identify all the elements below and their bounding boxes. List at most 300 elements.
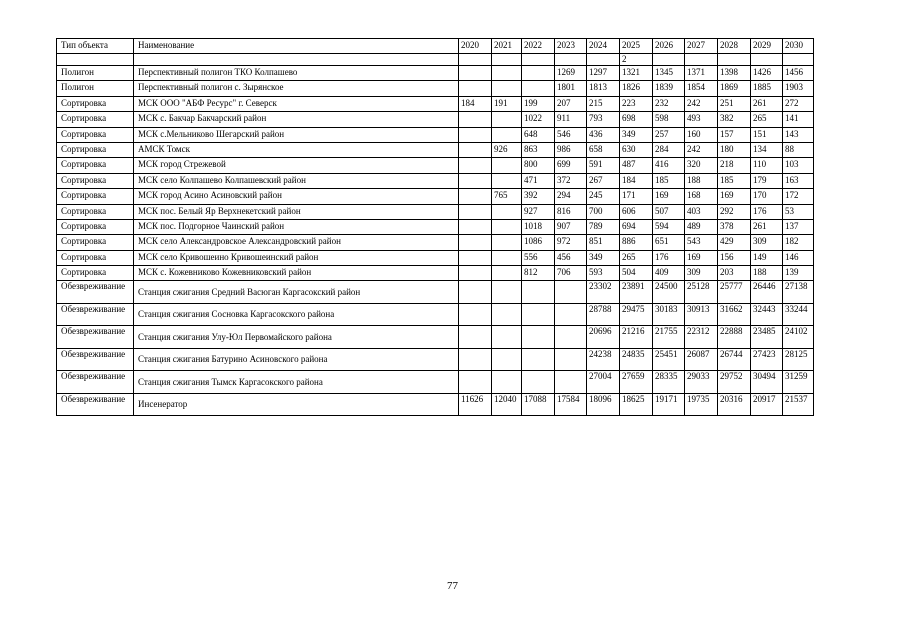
value-cell: 594 bbox=[653, 219, 685, 234]
name-cell: Станция сжигания Улу-Юл Первомайского района bbox=[134, 326, 459, 349]
value-cell: 180 bbox=[718, 142, 751, 157]
value-cell: 292 bbox=[718, 204, 751, 219]
header-cell: Тип объекта bbox=[57, 39, 134, 54]
value-cell: 698 bbox=[620, 112, 653, 127]
value-cell: 320 bbox=[685, 158, 718, 173]
value-cell: 1345 bbox=[653, 66, 685, 81]
name-cell: МСК село Колпашево Колпашевский район bbox=[134, 173, 459, 188]
value-cell: 294 bbox=[555, 189, 587, 204]
object-type-cell: Сортировка bbox=[57, 112, 134, 127]
value-cell: 471 bbox=[522, 173, 555, 188]
name-cell: Инсенератор bbox=[134, 393, 459, 416]
header-cell bbox=[718, 54, 751, 66]
value-cell: 18625 bbox=[620, 393, 653, 416]
table-row bbox=[57, 281, 814, 304]
value-cell: 146 bbox=[783, 250, 814, 265]
header-cell bbox=[783, 54, 814, 66]
value-cell: 21755 bbox=[653, 326, 685, 349]
value-cell: 429 bbox=[718, 235, 751, 250]
value-cell bbox=[555, 371, 587, 394]
header-cell: 2030 bbox=[783, 39, 814, 54]
value-cell: 800 bbox=[522, 158, 555, 173]
object-type-cell: Сортировка bbox=[57, 219, 134, 234]
header-cell: 2028 bbox=[718, 39, 751, 54]
header-cell bbox=[685, 54, 718, 66]
value-cell bbox=[459, 127, 492, 142]
object-type-cell: Сортировка bbox=[57, 173, 134, 188]
value-cell: 18096 bbox=[587, 393, 620, 416]
value-cell bbox=[459, 303, 492, 326]
value-cell bbox=[459, 173, 492, 188]
table-header-row bbox=[57, 39, 814, 54]
value-cell bbox=[492, 281, 522, 304]
header-cell: 2021 bbox=[492, 39, 522, 54]
object-type-cell: Полигон bbox=[57, 81, 134, 96]
value-cell: 403 bbox=[685, 204, 718, 219]
value-cell: 504 bbox=[620, 266, 653, 281]
value-cell: 372 bbox=[555, 173, 587, 188]
object-type-cell: Обезвреживание bbox=[57, 348, 134, 371]
value-cell: 257 bbox=[653, 127, 685, 142]
waste-facility-table bbox=[56, 38, 814, 416]
value-cell: 863 bbox=[522, 142, 555, 157]
value-cell: 1426 bbox=[751, 66, 783, 81]
value-cell: 630 bbox=[620, 142, 653, 157]
value-cell: 789 bbox=[587, 219, 620, 234]
value-cell bbox=[459, 142, 492, 157]
value-cell: 1456 bbox=[783, 66, 814, 81]
value-cell: 12040 bbox=[492, 393, 522, 416]
name-cell: Станция сжигания Тымск Каргасокского района bbox=[134, 371, 459, 394]
value-cell: 265 bbox=[620, 250, 653, 265]
value-cell: 184 bbox=[620, 173, 653, 188]
value-cell: 493 bbox=[685, 112, 718, 127]
header-cell: Наименование bbox=[134, 39, 459, 54]
value-cell: 886 bbox=[620, 235, 653, 250]
name-cell: МСК село Александровское Александровский район bbox=[134, 235, 459, 250]
name-cell: Перспективный полигон с. Зырянское bbox=[134, 81, 459, 96]
header-cell: 2024 bbox=[587, 39, 620, 54]
value-cell: 699 bbox=[555, 158, 587, 173]
value-cell: 24500 bbox=[653, 281, 685, 304]
value-cell: 409 bbox=[653, 266, 685, 281]
value-cell bbox=[459, 204, 492, 219]
value-cell: 28788 bbox=[587, 303, 620, 326]
value-cell bbox=[492, 348, 522, 371]
object-type-cell: Сортировка bbox=[57, 189, 134, 204]
value-cell: 27423 bbox=[751, 348, 783, 371]
value-cell: 911 bbox=[555, 112, 587, 127]
value-cell: 251 bbox=[718, 96, 751, 111]
value-cell: 232 bbox=[653, 96, 685, 111]
value-cell bbox=[492, 127, 522, 142]
value-cell: 207 bbox=[555, 96, 587, 111]
value-cell: 185 bbox=[718, 173, 751, 188]
table-row bbox=[57, 189, 814, 204]
value-cell: 242 bbox=[685, 96, 718, 111]
value-cell: 26744 bbox=[718, 348, 751, 371]
value-cell: 416 bbox=[653, 158, 685, 173]
value-cell: 598 bbox=[653, 112, 685, 127]
value-cell: 21216 bbox=[620, 326, 653, 349]
value-cell bbox=[492, 204, 522, 219]
value-cell bbox=[522, 281, 555, 304]
value-cell: 143 bbox=[783, 127, 814, 142]
value-cell: 176 bbox=[751, 204, 783, 219]
value-cell bbox=[555, 348, 587, 371]
value-cell: 188 bbox=[751, 266, 783, 281]
value-cell: 261 bbox=[751, 96, 783, 111]
value-cell: 184 bbox=[459, 96, 492, 111]
value-cell: 110 bbox=[751, 158, 783, 173]
value-cell: 1086 bbox=[522, 235, 555, 250]
value-cell: 30494 bbox=[751, 371, 783, 394]
value-cell: 1022 bbox=[522, 112, 555, 127]
value-cell bbox=[555, 326, 587, 349]
value-cell: 29033 bbox=[685, 371, 718, 394]
value-cell bbox=[492, 112, 522, 127]
value-cell bbox=[492, 173, 522, 188]
value-cell: 53 bbox=[783, 204, 814, 219]
value-cell: 546 bbox=[555, 127, 587, 142]
value-cell bbox=[492, 250, 522, 265]
value-cell: 267 bbox=[587, 173, 620, 188]
value-cell bbox=[459, 112, 492, 127]
value-cell: 591 bbox=[587, 158, 620, 173]
value-cell: 378 bbox=[718, 219, 751, 234]
value-cell bbox=[459, 66, 492, 81]
value-cell: 309 bbox=[685, 266, 718, 281]
object-type-cell: Сортировка bbox=[57, 142, 134, 157]
table-row bbox=[57, 158, 814, 173]
table-row bbox=[57, 81, 814, 96]
table-row bbox=[57, 127, 814, 142]
header-cell bbox=[587, 54, 620, 66]
value-cell: 223 bbox=[620, 96, 653, 111]
value-cell: 543 bbox=[685, 235, 718, 250]
object-type-cell: Сортировка bbox=[57, 204, 134, 219]
value-cell: 23891 bbox=[620, 281, 653, 304]
value-cell: 556 bbox=[522, 250, 555, 265]
value-cell: 24102 bbox=[783, 326, 814, 349]
header-cell bbox=[492, 54, 522, 66]
value-cell: 1885 bbox=[751, 81, 783, 96]
value-cell: 139 bbox=[783, 266, 814, 281]
header-cell: 2029 bbox=[751, 39, 783, 54]
value-cell: 606 bbox=[620, 204, 653, 219]
value-cell bbox=[459, 235, 492, 250]
value-cell: 28335 bbox=[653, 371, 685, 394]
value-cell: 927 bbox=[522, 204, 555, 219]
value-cell bbox=[522, 371, 555, 394]
value-cell: 20316 bbox=[718, 393, 751, 416]
name-cell: Станция сжигания Батурино Асиновского района bbox=[134, 348, 459, 371]
value-cell: 168 bbox=[685, 189, 718, 204]
value-cell: 907 bbox=[555, 219, 587, 234]
value-cell: 171 bbox=[620, 189, 653, 204]
value-cell bbox=[492, 158, 522, 173]
value-cell: 199 bbox=[522, 96, 555, 111]
object-type-cell: Полигон bbox=[57, 66, 134, 81]
value-cell: 19171 bbox=[653, 393, 685, 416]
value-cell: 593 bbox=[587, 266, 620, 281]
value-cell: 19735 bbox=[685, 393, 718, 416]
table-row bbox=[57, 303, 814, 326]
value-cell: 29752 bbox=[718, 371, 751, 394]
value-cell bbox=[492, 219, 522, 234]
value-cell bbox=[459, 250, 492, 265]
name-cell: Перспективный полигон ТКО Колпашево bbox=[134, 66, 459, 81]
header-cell bbox=[751, 54, 783, 66]
value-cell: 88 bbox=[783, 142, 814, 157]
value-cell: 137 bbox=[783, 219, 814, 234]
value-cell: 17088 bbox=[522, 393, 555, 416]
value-cell: 21537 bbox=[783, 393, 814, 416]
table-row bbox=[57, 66, 814, 81]
value-cell: 349 bbox=[620, 127, 653, 142]
value-cell: 33244 bbox=[783, 303, 814, 326]
value-cell: 27659 bbox=[620, 371, 653, 394]
value-cell: 1371 bbox=[685, 66, 718, 81]
value-cell: 284 bbox=[653, 142, 685, 157]
name-cell: МСК пос. Подгорное Чаинский район bbox=[134, 219, 459, 234]
value-cell: 309 bbox=[751, 235, 783, 250]
value-cell: 851 bbox=[587, 235, 620, 250]
value-cell: 245 bbox=[587, 189, 620, 204]
header-cell: 2026 bbox=[653, 39, 685, 54]
value-cell: 489 bbox=[685, 219, 718, 234]
header-cell: 2027 bbox=[685, 39, 718, 54]
table-row bbox=[57, 173, 814, 188]
value-cell: 160 bbox=[685, 127, 718, 142]
value-cell bbox=[459, 266, 492, 281]
value-cell: 926 bbox=[492, 142, 522, 157]
value-cell bbox=[555, 281, 587, 304]
value-cell: 22888 bbox=[718, 326, 751, 349]
value-cell bbox=[492, 326, 522, 349]
object-type-cell: Обезвреживание bbox=[57, 326, 134, 349]
value-cell: 392 bbox=[522, 189, 555, 204]
value-cell bbox=[522, 303, 555, 326]
header-cell bbox=[555, 54, 587, 66]
value-cell: 812 bbox=[522, 266, 555, 281]
value-cell: 765 bbox=[492, 189, 522, 204]
object-type-cell: Сортировка bbox=[57, 96, 134, 111]
value-cell bbox=[522, 81, 555, 96]
table-row bbox=[57, 204, 814, 219]
header-cell: 2023 bbox=[555, 39, 587, 54]
value-cell: 156 bbox=[718, 250, 751, 265]
value-cell: 1869 bbox=[718, 81, 751, 96]
value-cell: 24238 bbox=[587, 348, 620, 371]
table-row bbox=[57, 112, 814, 127]
value-cell: 23302 bbox=[587, 281, 620, 304]
name-cell: МСК пос. Белый Яр Верхнекетский район bbox=[134, 204, 459, 219]
value-cell: 134 bbox=[751, 142, 783, 157]
header-cell: 2022 bbox=[522, 39, 555, 54]
value-cell: 215 bbox=[587, 96, 620, 111]
value-cell bbox=[459, 81, 492, 96]
value-cell: 203 bbox=[718, 266, 751, 281]
value-cell bbox=[492, 235, 522, 250]
header-cell bbox=[459, 54, 492, 66]
value-cell: 30183 bbox=[653, 303, 685, 326]
table-row bbox=[57, 326, 814, 349]
table-row bbox=[57, 393, 814, 416]
value-cell: 1839 bbox=[653, 81, 685, 96]
value-cell: 31259 bbox=[783, 371, 814, 394]
value-cell: 28125 bbox=[783, 348, 814, 371]
value-cell bbox=[522, 326, 555, 349]
value-cell: 11626 bbox=[459, 393, 492, 416]
header-cell bbox=[653, 54, 685, 66]
value-cell bbox=[492, 266, 522, 281]
value-cell: 172 bbox=[783, 189, 814, 204]
value-cell: 169 bbox=[653, 189, 685, 204]
value-cell: 179 bbox=[751, 173, 783, 188]
value-cell bbox=[459, 219, 492, 234]
value-cell: 816 bbox=[555, 204, 587, 219]
name-cell: МСК село Кривошеино Кривошеинский район bbox=[134, 250, 459, 265]
value-cell: 1269 bbox=[555, 66, 587, 81]
page-number: 77 bbox=[447, 580, 458, 592]
value-cell: 700 bbox=[587, 204, 620, 219]
value-cell: 163 bbox=[783, 173, 814, 188]
table-row bbox=[57, 235, 814, 250]
value-cell: 218 bbox=[718, 158, 751, 173]
table-row bbox=[57, 266, 814, 281]
value-cell: 648 bbox=[522, 127, 555, 142]
value-cell: 169 bbox=[685, 250, 718, 265]
value-cell bbox=[522, 348, 555, 371]
value-cell bbox=[492, 371, 522, 394]
value-cell: 1826 bbox=[620, 81, 653, 96]
value-cell: 157 bbox=[718, 127, 751, 142]
value-cell: 272 bbox=[783, 96, 814, 111]
value-cell: 651 bbox=[653, 235, 685, 250]
value-cell: 456 bbox=[555, 250, 587, 265]
value-cell bbox=[492, 303, 522, 326]
name-cell: МСК с. Кожевниково Кожевниковский район bbox=[134, 266, 459, 281]
value-cell: 1321 bbox=[620, 66, 653, 81]
value-cell: 1903 bbox=[783, 81, 814, 96]
header-cell: 2020 bbox=[459, 39, 492, 54]
value-cell: 176 bbox=[653, 250, 685, 265]
value-cell: 349 bbox=[587, 250, 620, 265]
value-cell bbox=[459, 281, 492, 304]
table-row bbox=[57, 250, 814, 265]
value-cell: 20696 bbox=[587, 326, 620, 349]
value-cell: 1854 bbox=[685, 81, 718, 96]
value-cell: 706 bbox=[555, 266, 587, 281]
name-cell: АМСК Томск bbox=[134, 142, 459, 157]
value-cell: 30913 bbox=[685, 303, 718, 326]
value-cell: 1018 bbox=[522, 219, 555, 234]
value-cell: 25777 bbox=[718, 281, 751, 304]
name-cell: МСК с.Мельниково Шегарский район bbox=[134, 127, 459, 142]
value-cell bbox=[459, 348, 492, 371]
value-cell: 17584 bbox=[555, 393, 587, 416]
header-cell bbox=[522, 54, 555, 66]
name-cell: МСК город Асино Асиновский район bbox=[134, 189, 459, 204]
value-cell: 242 bbox=[685, 142, 718, 157]
value-cell bbox=[459, 158, 492, 173]
value-cell: 1813 bbox=[587, 81, 620, 96]
value-cell: 986 bbox=[555, 142, 587, 157]
name-cell: Станция сжигания Средний Васюган Каргасокский район bbox=[134, 281, 459, 304]
table-row bbox=[57, 371, 814, 394]
object-type-cell: Сортировка bbox=[57, 127, 134, 142]
value-cell: 188 bbox=[685, 173, 718, 188]
object-type-cell: Сортировка bbox=[57, 250, 134, 265]
name-cell: Станция сжигания Сосновка Каргасокского района bbox=[134, 303, 459, 326]
value-cell: 29475 bbox=[620, 303, 653, 326]
table-row bbox=[57, 348, 814, 371]
value-cell: 26446 bbox=[751, 281, 783, 304]
value-cell: 103 bbox=[783, 158, 814, 173]
table-header-row bbox=[57, 54, 814, 66]
value-cell bbox=[522, 66, 555, 81]
value-cell: 27004 bbox=[587, 371, 620, 394]
value-cell: 31662 bbox=[718, 303, 751, 326]
value-cell: 27138 bbox=[783, 281, 814, 304]
object-type-cell: Сортировка bbox=[57, 266, 134, 281]
value-cell bbox=[492, 81, 522, 96]
header-cell bbox=[57, 54, 134, 66]
table-row bbox=[57, 142, 814, 157]
table-row bbox=[57, 219, 814, 234]
value-cell: 25451 bbox=[653, 348, 685, 371]
value-cell: 24835 bbox=[620, 348, 653, 371]
value-cell: 1297 bbox=[587, 66, 620, 81]
value-cell: 436 bbox=[587, 127, 620, 142]
value-cell: 191 bbox=[492, 96, 522, 111]
value-cell: 32443 bbox=[751, 303, 783, 326]
object-type-cell: Обезвреживание bbox=[57, 371, 134, 394]
value-cell bbox=[555, 303, 587, 326]
table-row bbox=[57, 96, 814, 111]
value-cell: 22312 bbox=[685, 326, 718, 349]
object-type-cell: Сортировка bbox=[57, 158, 134, 173]
value-cell: 261 bbox=[751, 219, 783, 234]
value-cell: 694 bbox=[620, 219, 653, 234]
value-cell: 487 bbox=[620, 158, 653, 173]
object-type-cell: Обезвреживание bbox=[57, 281, 134, 304]
value-cell: 1801 bbox=[555, 81, 587, 96]
value-cell bbox=[459, 326, 492, 349]
object-type-cell: Сортировка bbox=[57, 235, 134, 250]
value-cell: 972 bbox=[555, 235, 587, 250]
header-cell bbox=[134, 54, 459, 66]
value-cell bbox=[492, 66, 522, 81]
header-cell: 2 bbox=[620, 54, 653, 66]
value-cell: 151 bbox=[751, 127, 783, 142]
value-cell: 141 bbox=[783, 112, 814, 127]
value-cell bbox=[459, 189, 492, 204]
value-cell: 23485 bbox=[751, 326, 783, 349]
object-type-cell: Обезвреживание bbox=[57, 303, 134, 326]
header-cell: 2025 bbox=[620, 39, 653, 54]
value-cell: 793 bbox=[587, 112, 620, 127]
value-cell: 382 bbox=[718, 112, 751, 127]
value-cell: 170 bbox=[751, 189, 783, 204]
value-cell: 658 bbox=[587, 142, 620, 157]
value-cell: 20917 bbox=[751, 393, 783, 416]
value-cell: 185 bbox=[653, 173, 685, 188]
value-cell bbox=[459, 371, 492, 394]
object-type-cell: Обезвреживание bbox=[57, 393, 134, 416]
value-cell: 507 bbox=[653, 204, 685, 219]
